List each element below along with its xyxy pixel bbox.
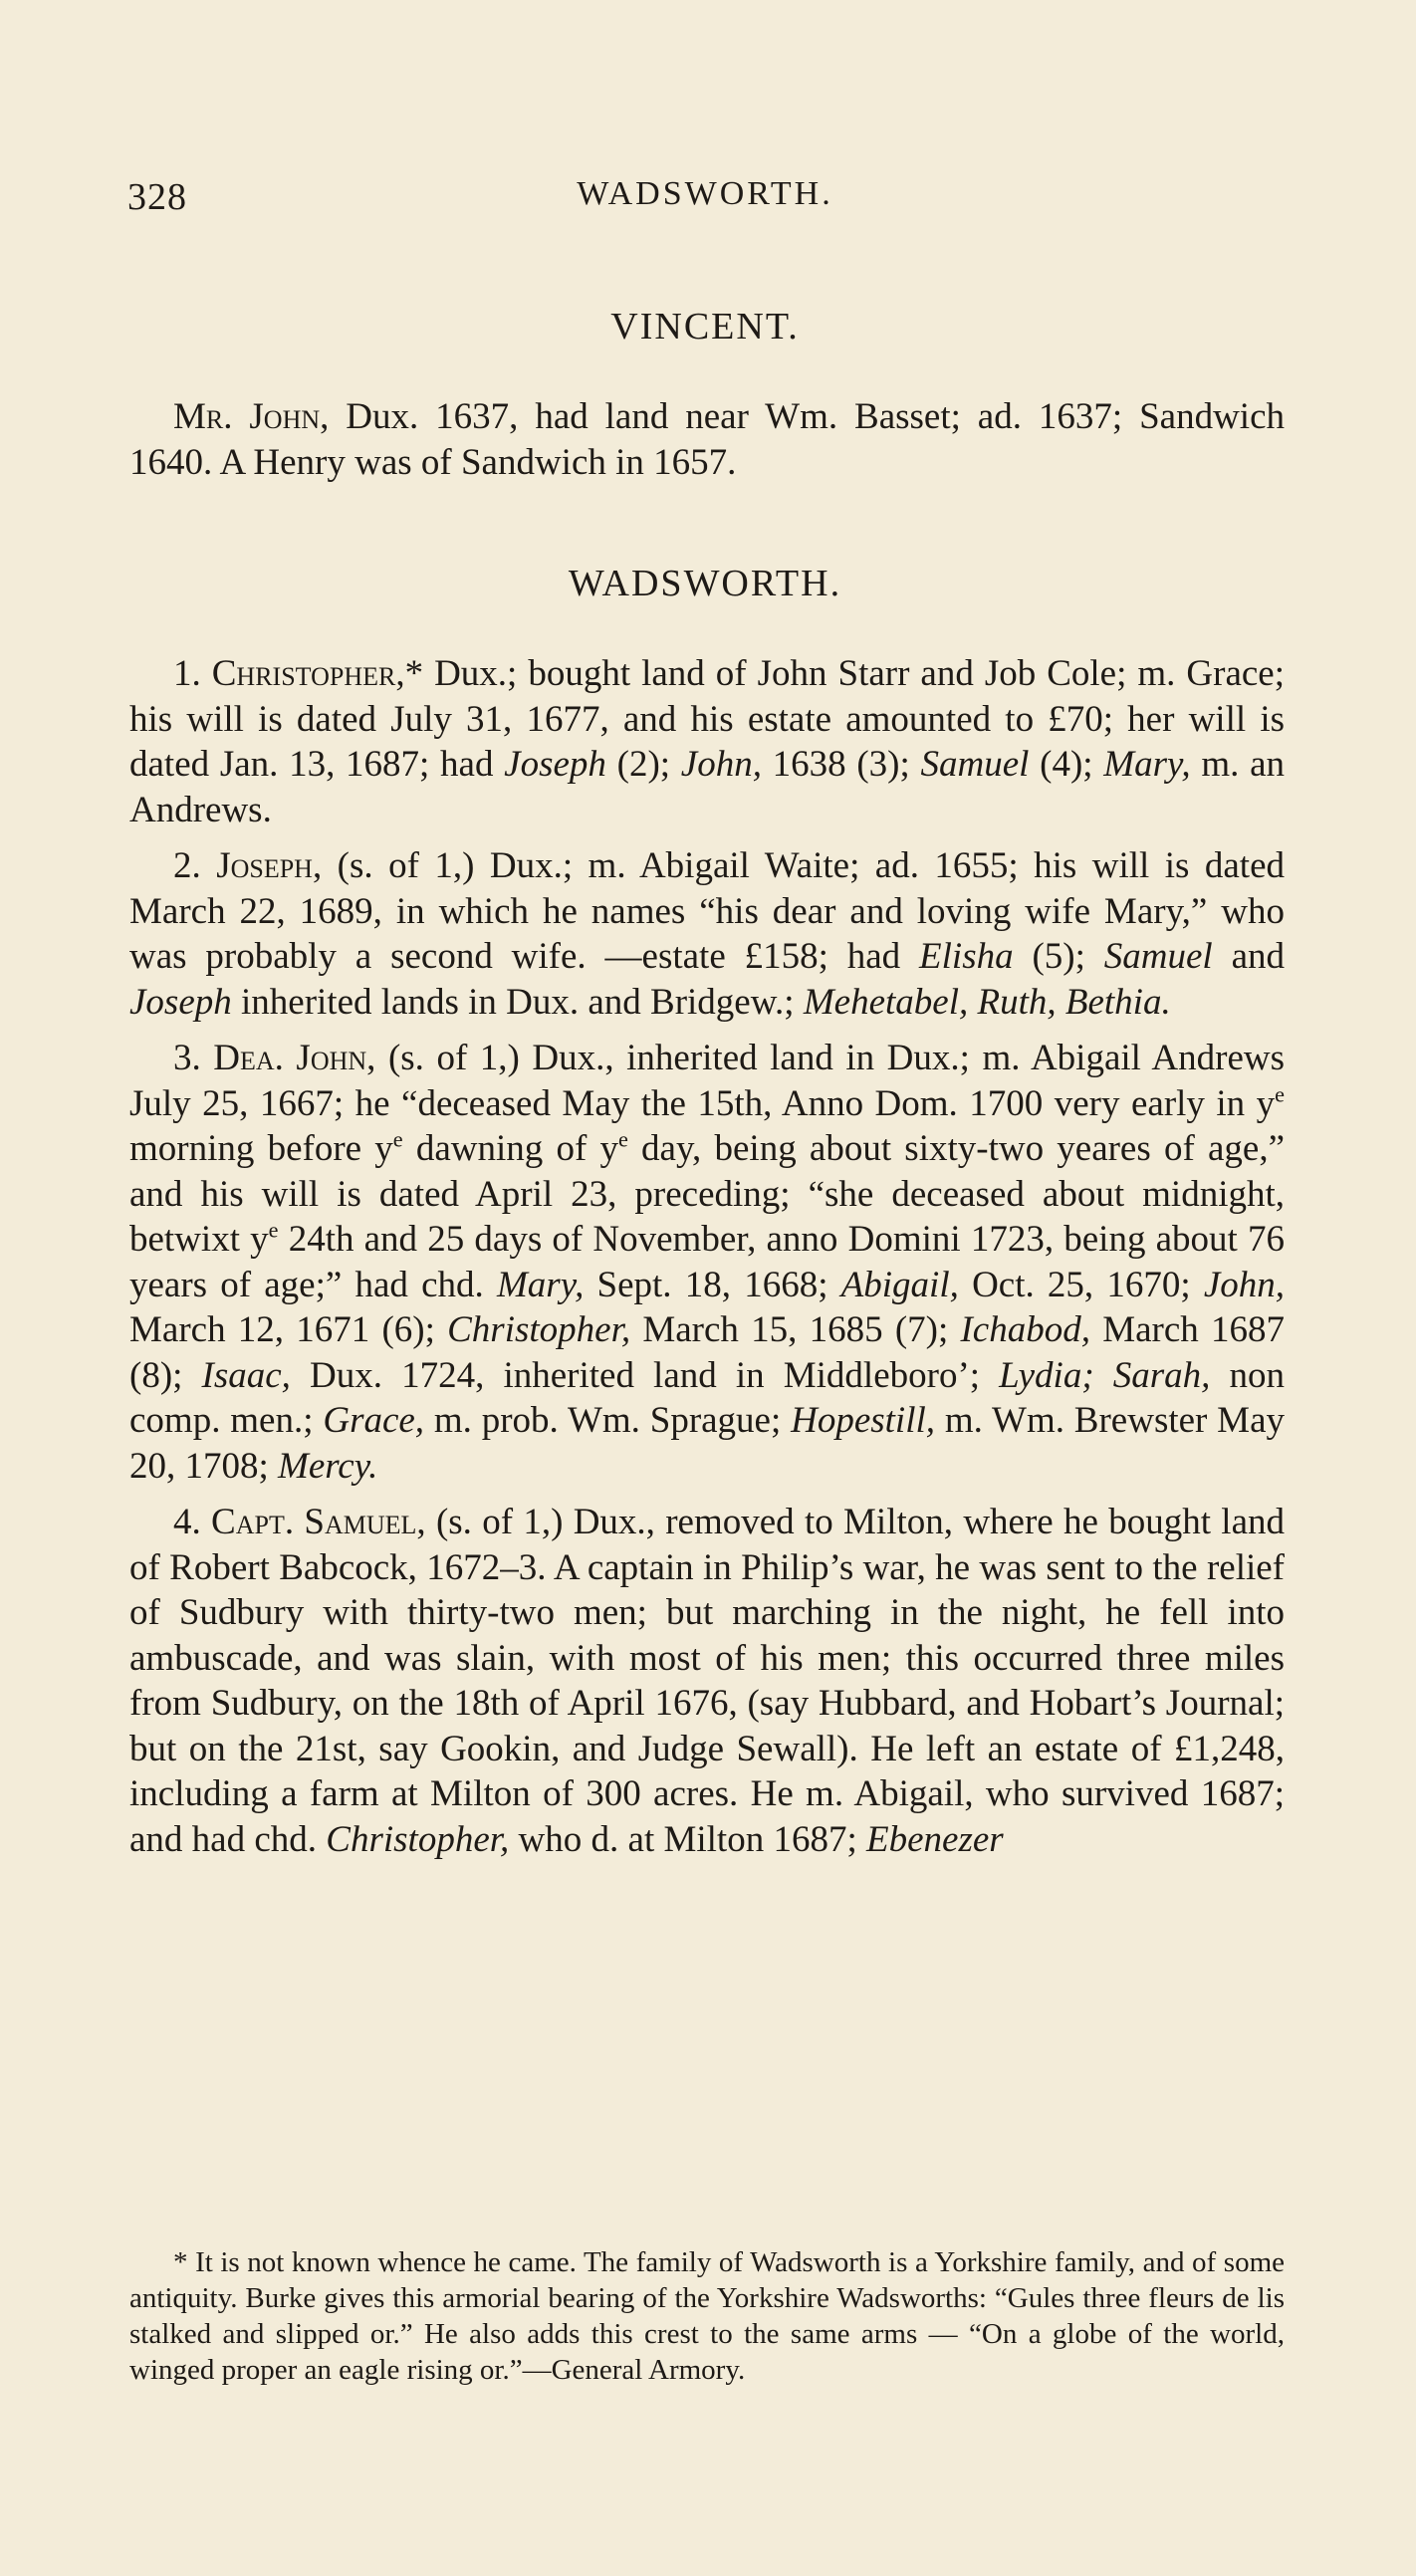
entry-number: 2. [173,845,201,886]
superscript: e [1275,1081,1285,1107]
entry-text: morning before y [129,1128,393,1169]
entry-text: Dux.; bought land of John Starr and Job Cole; m. Grace; his will is dated July 31, 1677, and his estate amounted to £70; her will is dated Jan. 13, 1687; had [129,653,1285,785]
child-name: Ebenezer [866,1818,1004,1860]
entry-text: March 12, 1671 (6); [129,1309,448,1350]
child-name: Samuel [920,744,1030,785]
vincent-heading: VINCENT. [610,306,800,348]
child-name: John, [680,744,762,785]
entry-text: (4); [1029,744,1104,785]
entry-text: Sept. 18, 1668; [584,1264,841,1305]
child-name: Mary, [1103,744,1191,785]
entry-name: Dea. John, [213,1038,376,1078]
child-name: John, [1203,1264,1286,1305]
entry-text: Oct. 25, 1670; [958,1264,1204,1305]
wadsworth-heading: WADSWORTH. [568,563,842,604]
running-title: WADSWORTH. [577,175,833,212]
child-name: Mehetabel, Ruth, Bethia. [803,981,1171,1023]
entry-name: Joseph, [216,845,323,886]
entry-text: Dux. 1724, inherited land in Middleboro’; [290,1354,1000,1396]
wadsworth-section [129,651,1285,1873]
child-name: Grace, [323,1400,425,1441]
child-name: Mary, [496,1264,585,1305]
entry-text: , Dux. 1637, had land near Wm. Basset; ad. 1637; Sandwich 1640. A Henry was of Sandwich in 1657. [129,396,1285,483]
vincent-entry [129,394,1285,485]
entry-number: 3. [173,1038,201,1078]
entry-2 [129,843,1285,1025]
entry-text: (5); [1013,936,1104,977]
entry-text: 1638 (3); [761,744,921,785]
entry-text: day, being about sixty-two yeares of age,” and his will is dated April 23, preceding; “she deceased about midnight, betwixt y [129,1128,1285,1260]
entry-text: (2); [605,744,681,785]
child-name: Abigail, [840,1264,959,1305]
entry-text: m. an Andrews. [129,744,1285,830]
child-name: Christopher, [447,1309,631,1350]
entry-3 [129,1036,1285,1489]
entry-4 [129,1500,1285,1862]
entry-text: 24th and 25 days of November, anno Domini 1723, being about 76 years of age;” had chd. [129,1219,1285,1305]
child-name: Lydia; Sarah, [999,1354,1211,1396]
entry-text: (s. of 1,) Dux.; m. Abigail Waite; ad. 1655; his will is dated March 22, 1689, in which he names “his dear and loving wife Mary,” who was probably a second wife. —estate £158; had [129,845,1286,977]
child-name: Christopher, [326,1818,510,1860]
page-number: 328 [127,176,187,218]
child-name: Isaac, [201,1354,291,1396]
page-header [127,175,1283,223]
child-name: Samuel [1103,936,1213,977]
entry-text: March 1687 (8); [129,1309,1285,1396]
entry-text: (s. of 1,) Dux., inherited land in Dux.; m. Abigail Andrews July 25, 1667; he “deceased May the 15th, Anno Dom. 1700 very early in y [129,1038,1286,1124]
child-name: Joseph [504,744,606,785]
entry-name: Capt. Samuel, [211,1502,426,1542]
child-name: Joseph [129,981,232,1023]
entry-text: m. Wm. Brewster May 20, 1708; [129,1400,1286,1487]
entry-text: (s. of 1,) Dux., removed to Milton, where he bought land of Robert Babcock, 1672–3. A captain in Philip’s war, he was sent to the relief of Sudbury with thirty-two men; but marching in the night, he fell into ambuscade, and was slain, with most of his men; this occurred three miles from Sudbury, on the 18th of April 1676, (say Hubbard, and Hobart’s Journal; but on the 21st, say Gookin, and Judge Sewall). He left an estate of £1,248, including a farm at Milton of 300 acres. He m. Abigail, who survived 1687; and had chd. [129,1502,1285,1860]
child-name: Elisha [919,936,1014,977]
entry-text: who d. at Milton 1687; [509,1818,866,1860]
entry-text: dawning of y [402,1128,618,1169]
entry-text: and [1212,936,1285,977]
vincent-section [129,394,1285,496]
entry-name: Christopher,* [211,653,424,694]
entry-number: 1. [173,653,201,694]
entry-text: March 15, 1685 (7); [630,1309,961,1350]
entry-text: m. prob. Wm. Sprague; [424,1400,792,1441]
child-name: Ichabod, [960,1309,1090,1350]
footnote [129,2244,1285,2388]
entry-text: non comp. men.; [129,1354,1285,1441]
footnote-text: * It is not known whence he came. The family of Wadsworth is a Yorkshire family, and of some antiquity. Burke gives this armorial bearing of the Yorkshire Wadsworths: “Gules three fleurs de lis stalked and slipped or.” He also adds this crest to the same arms — “On a globe of the world, winged proper an eagle rising or.”—General Armory. [129,2246,1285,2386]
superscript: e [268,1217,279,1243]
entry-1 [129,651,1285,832]
superscript: e [392,1126,403,1152]
entry-text: inherited lands in Dux. and Bridgew.; [231,981,804,1023]
entry-number: 4. [173,1502,201,1542]
entry-name: Mr. John [173,396,321,437]
child-name: Hopestill, [791,1400,936,1441]
child-name: Mercy. [278,1445,378,1487]
superscript: e [617,1126,628,1152]
